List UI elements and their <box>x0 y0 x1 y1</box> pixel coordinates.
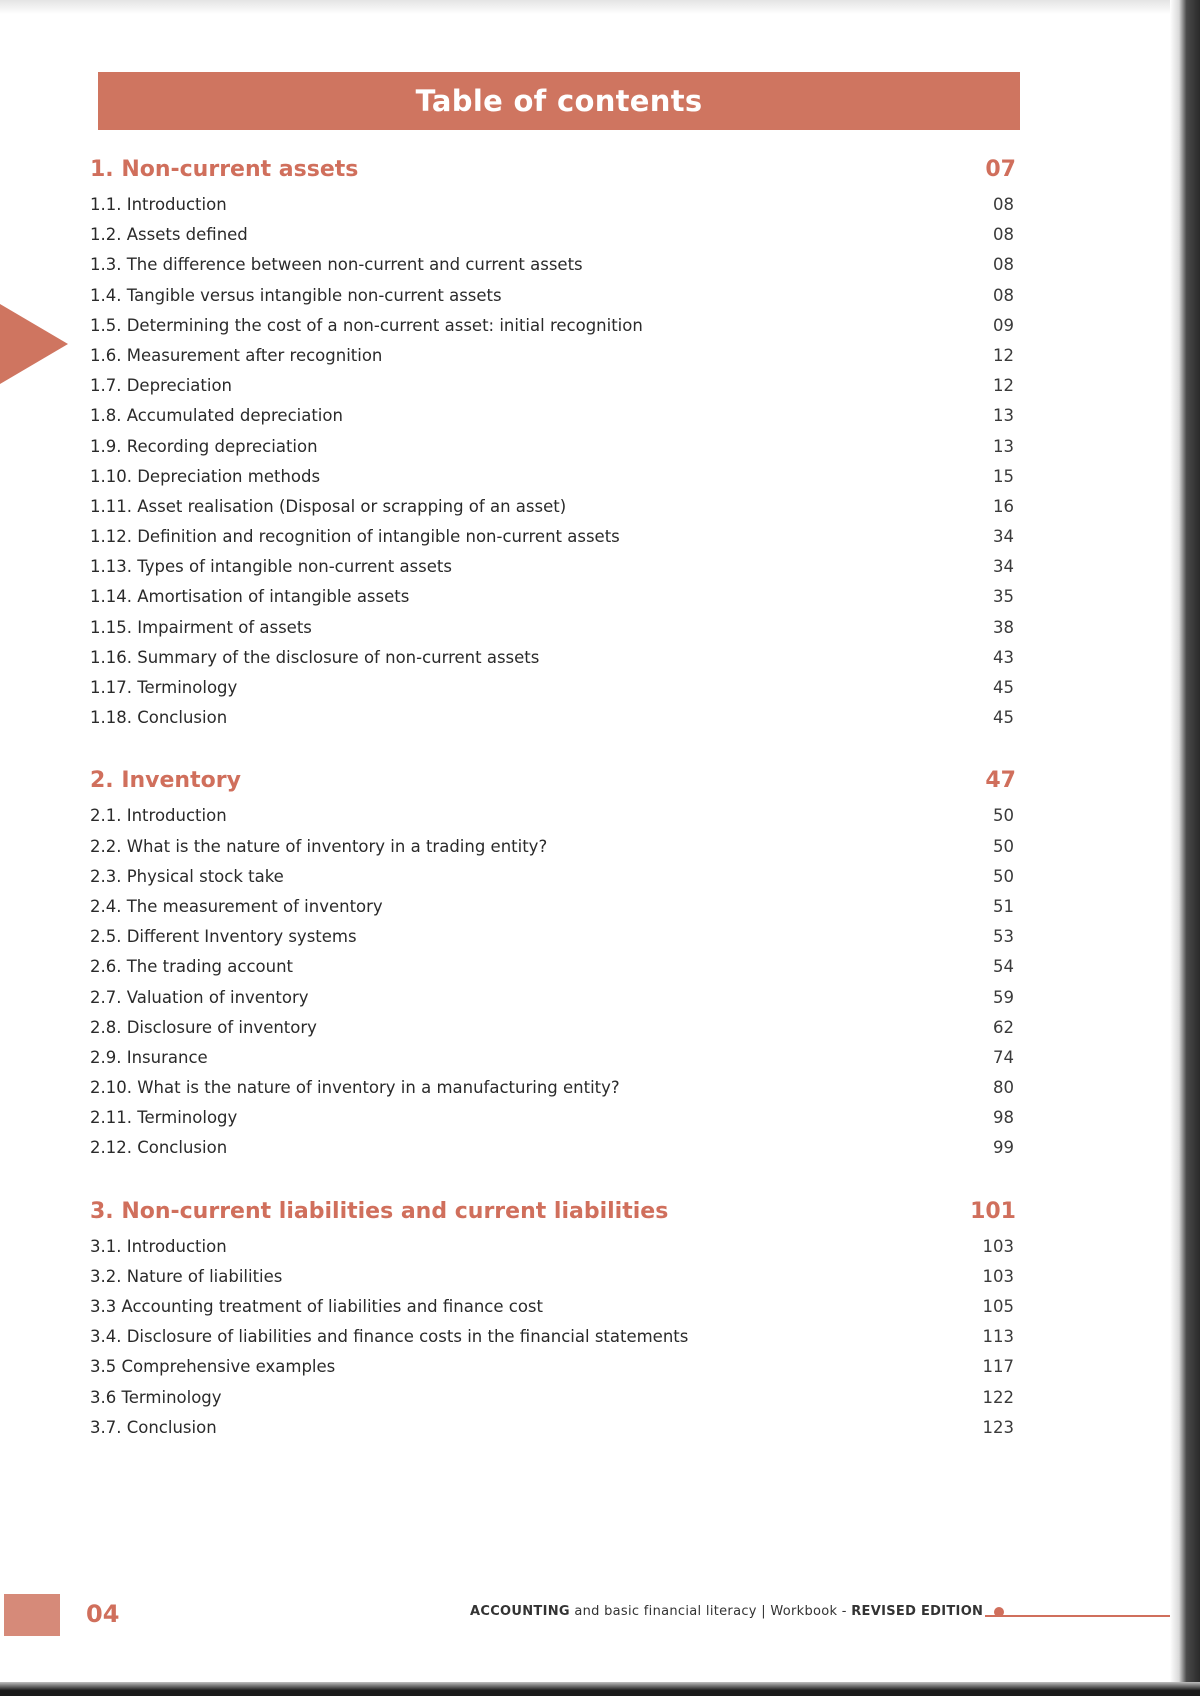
entry-title: 2.2. What is the nature of inventory in a trading entity? <box>90 836 548 856</box>
entry-page-number: 12 <box>993 345 1014 365</box>
entry-title: 1.16. Summary of the disclosure of non-current assets <box>90 647 540 667</box>
entry-page-number: 08 <box>993 285 1014 305</box>
entry-page-number: 98 <box>993 1108 1014 1128</box>
entry-title: 2.7. Valuation of inventory <box>90 987 309 1007</box>
entry-title: 2.6. The trading account <box>90 957 293 977</box>
toc-entry[interactable] <box>90 1013 1020 1043</box>
entry-page-number: 08 <box>993 255 1014 275</box>
toc-entry[interactable] <box>90 1352 1020 1382</box>
toc-entry[interactable] <box>90 1292 1020 1322</box>
entry-page-number: 54 <box>993 957 1014 977</box>
page-bottom-edge <box>0 1682 1200 1696</box>
entry-title: 1.15. Impairment of assets <box>90 617 312 637</box>
section-title: 2. Inventory <box>90 768 241 794</box>
toc-entry[interactable] <box>90 492 1020 522</box>
entry-page-number: 50 <box>993 836 1014 856</box>
toc-entry[interactable] <box>90 341 1020 371</box>
footer-running-title <box>470 1604 1030 1619</box>
entry-title: 1.4. Tangible versus intangible non-current assets <box>90 285 502 305</box>
entry-page-number: 59 <box>993 987 1014 1007</box>
toc-entry[interactable] <box>90 522 1020 552</box>
entry-title: 3.6 Terminology <box>90 1387 222 1407</box>
side-tab-triangle <box>0 304 68 384</box>
entry-page-number: 13 <box>993 406 1014 426</box>
footer-book-type: Workbook <box>770 1604 838 1619</box>
entry-title: 1.5. Determining the cost of a non-current asset: initial recognition <box>90 315 643 335</box>
entry-title: 2.11. Terminology <box>90 1108 238 1128</box>
entry-title: 2.8. Disclosure of inventory <box>90 1017 317 1037</box>
toc-entry[interactable] <box>90 371 1020 401</box>
entry-title: 1.2. Assets defined <box>90 225 248 245</box>
entry-title: 1.9. Recording depreciation <box>90 436 318 456</box>
toc-entry[interactable] <box>90 862 1020 892</box>
toc-section <box>90 150 1020 733</box>
entry-page-number: 105 <box>982 1297 1014 1316</box>
entry-page-number: 08 <box>993 225 1014 245</box>
entry-title: 3.3 Accounting treatment of liabilities and finance cost <box>90 1297 543 1316</box>
entry-page-number: 51 <box>993 896 1014 916</box>
entry-page-number: 45 <box>993 678 1014 697</box>
entry-title: 1.7. Depreciation <box>90 376 233 396</box>
entry-page-number: 34 <box>993 557 1014 577</box>
entry-title: 1.3. The difference between non-current and current assets <box>90 255 583 275</box>
toc-section-heading[interactable] <box>90 150 1020 190</box>
entry-page-number: 38 <box>993 617 1014 637</box>
entry-title: 2.5. Different Inventory systems <box>90 927 357 947</box>
entry-page-number: 103 <box>982 1236 1014 1256</box>
footer-brand: ACCOUNTING <box>470 1604 570 1619</box>
entry-title: 1.8. Accumulated depreciation <box>90 406 343 426</box>
entry-page-number: 35 <box>993 587 1014 607</box>
entry-page-number: 103 <box>982 1266 1014 1286</box>
section-page-number: 07 <box>985 157 1016 182</box>
entry-page-number: 50 <box>993 866 1014 886</box>
table-of-contents <box>90 150 1020 1471</box>
toc-entry[interactable] <box>90 220 1020 250</box>
footer-subtitle: and basic financial literacy <box>574 1604 757 1619</box>
entry-title: 2.9. Insurance <box>90 1047 208 1067</box>
entry-page-number: 117 <box>982 1357 1014 1377</box>
title-banner <box>98 72 1020 130</box>
toc-entry[interactable] <box>90 1383 1020 1413</box>
toc-section <box>90 1192 1020 1443</box>
toc-entry[interactable] <box>90 311 1020 341</box>
binding-edge <box>1170 0 1200 1696</box>
entry-title: 3.1. Introduction <box>90 1236 227 1256</box>
entry-page-number: 80 <box>993 1078 1014 1098</box>
entry-title: 1.1. Introduction <box>90 195 227 214</box>
entry-page-number: 43 <box>993 647 1014 667</box>
toc-entry[interactable] <box>90 892 1020 922</box>
entry-title: 1.12. Definition and recognition of intangible non-current assets <box>90 527 620 547</box>
toc-entry[interactable] <box>90 643 1020 673</box>
entry-title: 2.1. Introduction <box>90 806 227 826</box>
toc-entry[interactable] <box>90 1322 1020 1352</box>
toc-entry[interactable] <box>90 673 1020 703</box>
entry-title: 1.6. Measurement after recognition <box>90 345 383 365</box>
entry-title: 3.4. Disclosure of liabilities and finance costs in the financial statements <box>90 1327 689 1347</box>
entry-title: 3.2. Nature of liabilities <box>90 1266 283 1286</box>
toc-entry[interactable] <box>90 1262 1020 1292</box>
section-page-number: 101 <box>970 1198 1016 1224</box>
entry-page-number: 45 <box>993 708 1014 728</box>
toc-entry[interactable] <box>90 582 1020 612</box>
entry-page-number: 34 <box>993 527 1014 547</box>
toc-entry[interactable] <box>90 832 1020 862</box>
toc-entry[interactable] <box>90 552 1020 582</box>
toc-entry[interactable] <box>90 801 1020 831</box>
entry-title: 1.17. Terminology <box>90 678 238 697</box>
footer-dash: - <box>841 1604 847 1619</box>
toc-section-heading[interactable] <box>90 1192 1020 1232</box>
section-title: 1. Non-current assets <box>90 157 359 182</box>
footer-edition: REVISED EDITION <box>851 1604 984 1619</box>
toc-section <box>90 761 1020 1163</box>
page-title: Table of contents <box>415 84 703 118</box>
toc-entry[interactable] <box>90 250 1020 280</box>
entry-page-number: 122 <box>982 1387 1014 1407</box>
entry-title: 2.10. What is the nature of inventory in a manufacturing entity? <box>90 1078 620 1098</box>
footer-page-number: 04 <box>86 1600 120 1628</box>
toc-entry[interactable] <box>90 1413 1020 1443</box>
entry-page-number: 13 <box>993 436 1014 456</box>
entry-title: 3.7. Conclusion <box>90 1417 217 1437</box>
toc-entry[interactable] <box>90 401 1020 431</box>
entry-page-number: 09 <box>993 315 1014 335</box>
entry-page-number: 53 <box>993 927 1014 947</box>
toc-section-heading[interactable] <box>90 761 1020 801</box>
entry-title: 1.10. Depreciation methods <box>90 466 321 486</box>
entry-title: 2.12. Conclusion <box>90 1138 228 1158</box>
toc-entry[interactable] <box>90 703 1020 733</box>
toc-entry[interactable] <box>90 1073 1020 1103</box>
entry-page-number: 12 <box>993 376 1014 396</box>
toc-entry[interactable] <box>90 281 1020 311</box>
footer-separator: | <box>761 1604 766 1619</box>
entry-page-number: 08 <box>993 195 1014 214</box>
toc-entry[interactable] <box>90 190 1020 220</box>
entry-page-number: 123 <box>982 1417 1014 1437</box>
toc-entry[interactable] <box>90 1232 1020 1262</box>
section-page-number: 47 <box>985 768 1016 794</box>
entry-page-number: 15 <box>993 466 1014 486</box>
entry-title: 1.11. Asset realisation (Disposal or scrapping of an asset) <box>90 496 567 516</box>
entry-title: 1.13. Types of intangible non-current assets <box>90 557 452 577</box>
entry-page-number: 99 <box>993 1138 1014 1158</box>
toc-entry[interactable] <box>90 922 1020 952</box>
entry-page-number: 74 <box>993 1047 1014 1067</box>
toc-entry[interactable] <box>90 432 1020 462</box>
entry-title: 1.18. Conclusion <box>90 708 228 728</box>
entry-title: 2.4. The measurement of inventory <box>90 896 383 916</box>
entry-page-number: 50 <box>993 806 1014 826</box>
toc-entry[interactable] <box>90 1103 1020 1133</box>
page-top-shadow <box>0 0 1200 14</box>
entry-page-number: 113 <box>982 1327 1014 1347</box>
entry-page-number: 16 <box>993 496 1014 516</box>
footer-color-block <box>4 1594 60 1636</box>
entry-page-number: 62 <box>993 1017 1014 1037</box>
entry-title: 2.3. Physical stock take <box>90 866 284 886</box>
footer-rule-line <box>985 1615 1170 1617</box>
entry-title: 3.5 Comprehensive examples <box>90 1357 336 1377</box>
toc-entry[interactable] <box>90 613 1020 643</box>
toc-entry[interactable] <box>90 1043 1020 1073</box>
toc-entry[interactable] <box>90 952 1020 982</box>
toc-entry[interactable] <box>90 983 1020 1013</box>
section-title: 3. Non-current liabilities and current liabilities <box>90 1198 669 1224</box>
toc-entry[interactable] <box>90 462 1020 492</box>
toc-entry[interactable] <box>90 1133 1020 1163</box>
entry-title: 1.14. Amortisation of intangible assets <box>90 587 410 607</box>
